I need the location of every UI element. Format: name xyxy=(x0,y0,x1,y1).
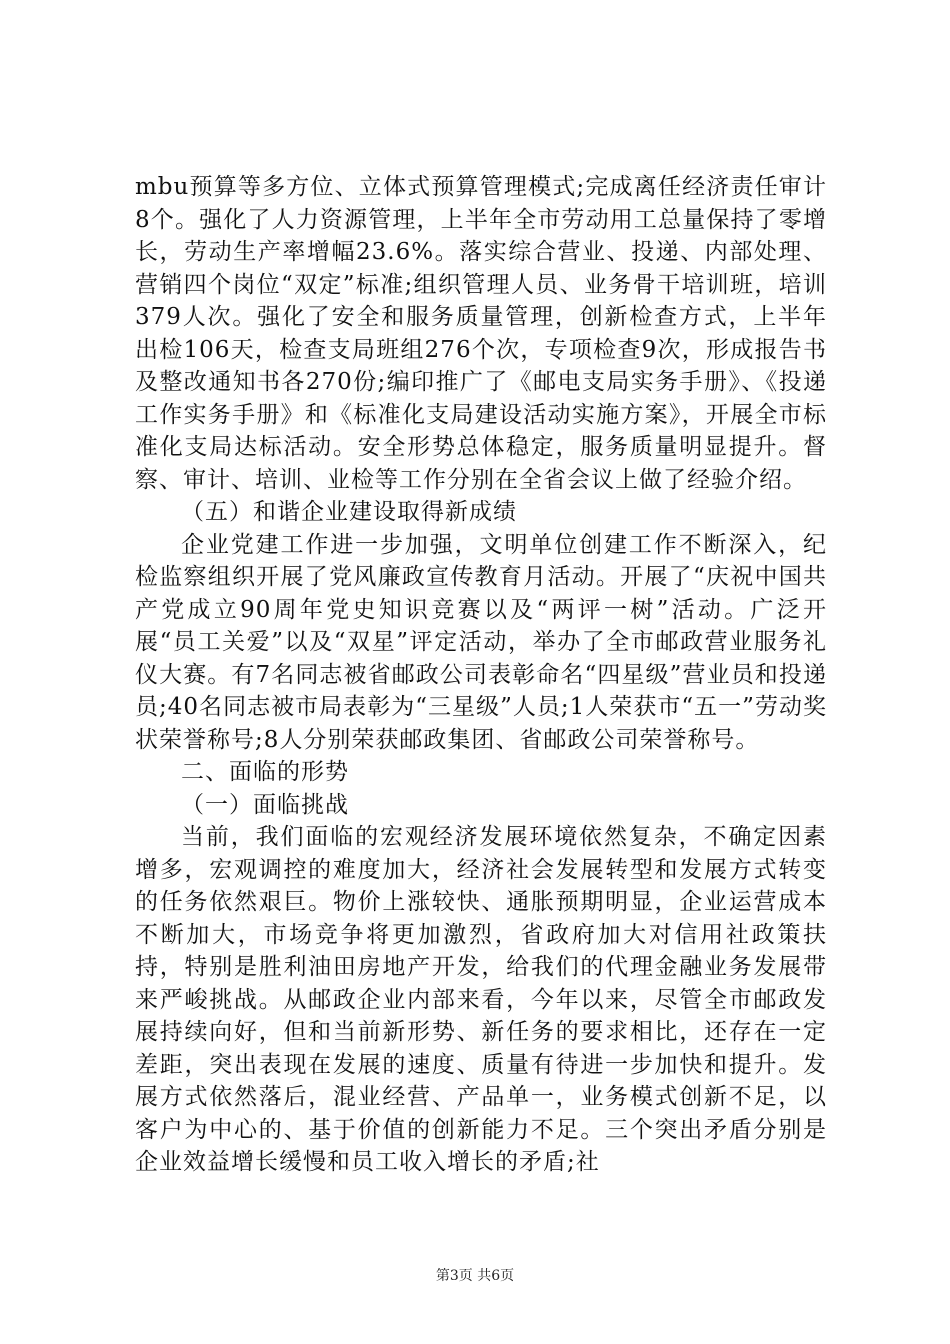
paragraph-budget-management: mbu预算等多方位、立体式预算管理模式;完成离任经济责任审计8个。强化了人力资源管理，上半年全市劳动用工总量保持了零增长，劳动生产率增幅23.6%。落实综合营业、投递、内部处理、营销四个岗位“双定”标准;组织管理人员、业务骨干培训班，培训379人次。强化了安全和服务质量管理，创新检查方式，上半年出检106天，检查支局班组276个次，专项检查9次，形成报告书及整改通知书各270份;编印推广了《邮电支局实务手册》、《投递工作实务手册》和《标准化支局建设活动实施方案》，开展全市标准化支局达标活动。安全形势总体稳定，服务质量明显提升。督察、审计、培训、业检等工作分别在全省会议上做了经验介绍。 xyxy=(135,174,827,493)
paragraph-challenges: 当前，我们面临的宏观经济发展环境依然复杂，不确定因素增多，宏观调控的难度加大，经济社会发展转型和发展方式转变的任务依然艰巨。物价上涨较快、通胀预期明显，企业运营成本不断加大，市场竞争将更加激烈，省政府加大对信用社政策扶持，特别是胜利油田房地产开发，给我们的代理金融业务发展带来严峻挑战。从邮政企业内部来看，今年以来，尽管全市邮政发展持续向好，但和当前新形势、新任务的要求相比，还存在一定差距，突出表现在发展的速度、质量有待进一步加快和提升。发展方式依然落后，混业经营、产品单一，业务模式创新不足，以客户为中心的、基于价值的创新能力不足。三个突出矛盾分别是企业效益增长缓慢和员工收入增长的矛盾;社 xyxy=(135,824,827,1175)
section-heading-harmonious-enterprise: （五）和谐企业建设取得新成绩 xyxy=(181,499,517,525)
page-footer xyxy=(0,1267,950,1285)
page-number-label: 第3页 共6页 xyxy=(435,1268,515,1284)
section-heading-challenges: （一）面临挑战 xyxy=(181,791,349,818)
section-heading-situation: 二、面临的形势 xyxy=(181,759,349,785)
document-body xyxy=(135,171,827,1179)
paragraph-party-building: 企业党建工作进一步加强，文明单位创建工作不断深入，纪检监察组织开展了党风廉政宣传教育月活动。开展了“庆祝中国共产党成立90周年党史知识竞赛以及“两评一树”活动。广泛开展“员工关爱”以及“双星”评定活动，举办了全市邮政营业服务礼仪大赛。有7名同志被省邮政公司表彰命名“四星级”营业员和投递员;40名同志被市局表彰为“三星级”人员;1人荣获市“五一”劳动奖状荣誉称号;8人分别荣获邮政集团、省邮政公司荣誉称号。 xyxy=(135,531,827,753)
